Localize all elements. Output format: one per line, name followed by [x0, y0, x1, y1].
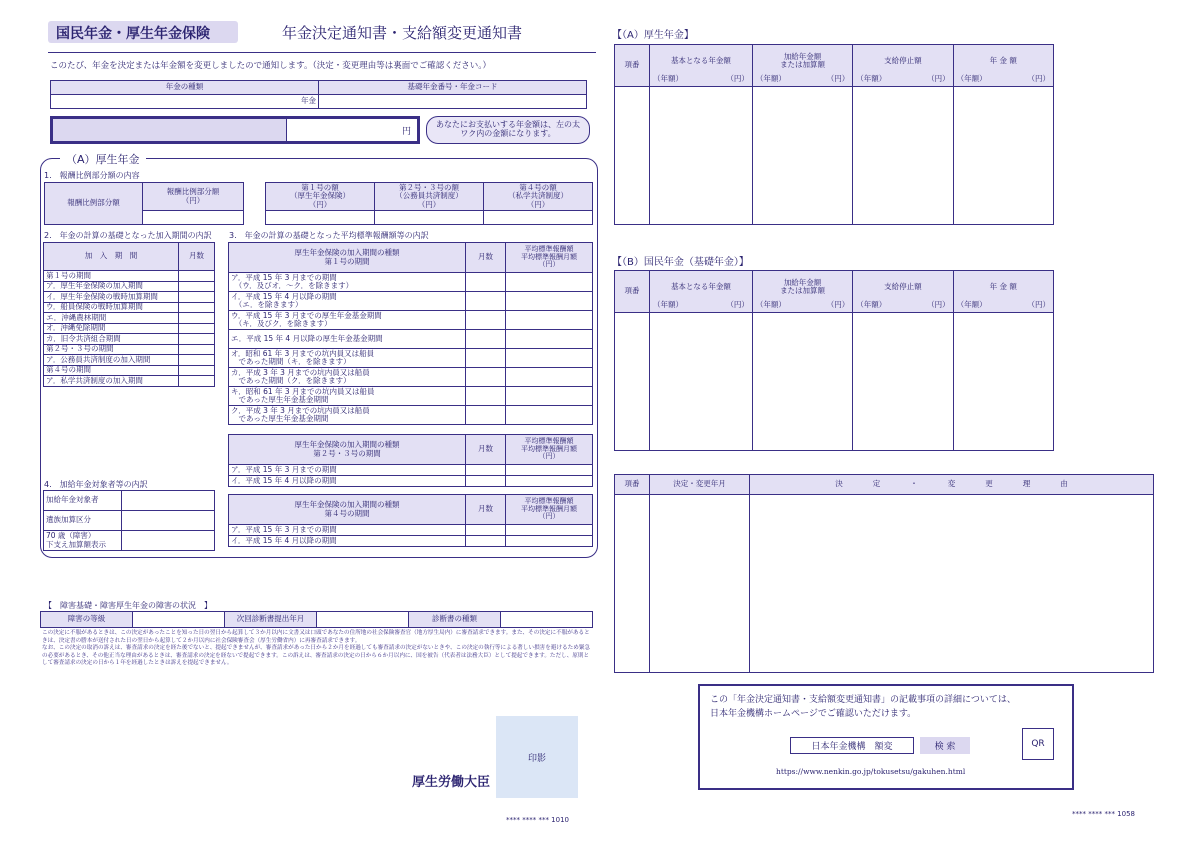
s4-label: 4. 加給年金対象者等の内訳	[44, 480, 148, 489]
amount-callout	[426, 116, 590, 144]
s3-row: ウ．平成 15 年 3 月までの厚生年金基金期間 （キ．及びク．を除きます）	[229, 311, 466, 330]
s1-table-left	[44, 182, 244, 225]
s3-months-head: 月数	[466, 243, 506, 273]
s3-avg-head: 平均標準報酬額 平均標準報酬月額 （円）	[506, 495, 593, 525]
s3-months-head: 月数	[466, 495, 506, 525]
s3-months	[466, 330, 506, 349]
s1-row-label: 報酬比例部分額	[45, 183, 143, 225]
s3-row: ク．平成 3 年 3 月までの坑内員又は船員 であった厚生年金基金期間	[229, 406, 466, 425]
s3-avg	[506, 330, 593, 349]
annual-amount-value	[287, 119, 417, 141]
s3-months	[466, 525, 506, 536]
a-pension-cell	[953, 87, 1053, 225]
s3-row: エ．平成 15 年 4 月以降の厚生年金基金期間	[229, 330, 466, 349]
s2-table	[43, 242, 215, 387]
s3-months	[466, 536, 506, 547]
s3-row: ア．平成 15 年 3 月までの期間	[229, 465, 466, 476]
s2-row: ア．厚生年金保険の加入期間	[44, 281, 179, 292]
s3-months	[466, 368, 506, 387]
b-pension-cell	[953, 313, 1053, 451]
s2-months	[179, 271, 215, 282]
s2-row: 第２号・３号の期間	[44, 344, 179, 355]
s3-avg	[506, 273, 593, 292]
s2-months	[179, 344, 215, 355]
seal-label: 印影	[528, 754, 547, 764]
s1-val-3	[484, 211, 593, 225]
disability-title: 【 障害基礎・障害厚生年金の障害の状況 】	[44, 601, 212, 610]
annual-amount-shaded	[53, 119, 287, 141]
col-pension: 年 金 額 （年額） （円）	[953, 271, 1053, 313]
s3-head-1: 厚生年金保険の加入期間の種類 第１号の期間	[229, 243, 466, 273]
notice-text: このたび、年金を決定または年金額を変更しましたので通知します。（決定・変更理由等は裏面でご確認ください。）	[50, 61, 491, 71]
s2-row: ウ．船員保険の戦時加算期間	[44, 302, 179, 313]
s2-head-period: 加 入 期 間	[44, 243, 179, 271]
legal-text: この決定に不服があるときは、この決定があったことを知った日の翌日から起算して３か月以内に文書又は口頭であなたの住所地の社会保険審査官（地方厚生局内）に審査請求できます。また、その決定に不服があるときは、決定書の謄本が送付された日の翌日から起算して２か月以内に社会保険審査会（厚生労働省内）に再審査請求できます。 なお、この決定の取消の訴えは、審査請求の決定を経た後でないと、提起できませんが、審査請求があった日から２か月を経過しても審査請求の決定がないときや、この決定の執行等による著しい損害を避けるため緊急の必要があるとき、その他正当な理由があるときは、審査請求の決定を経ないで提起できます。この訴えは、審査請求の決定の日から６か月以内に、国を被告（代表者は法務大臣）として提起できます。ただし、原則として審査請求の決定の日から１年を経過したときは訴えを提起できません。	[42, 630, 591, 667]
s1-val-2	[375, 211, 484, 225]
b-item-no-cell	[615, 313, 650, 451]
s1-label: 1. 報酬比例部分額の内容	[44, 171, 140, 180]
s1-table-right	[265, 182, 593, 225]
s3-months	[466, 476, 506, 487]
s3-avg	[506, 536, 593, 547]
s3-avg	[506, 525, 593, 536]
pension-type-table	[50, 80, 587, 109]
history-date-head: 決定・変更年月	[650, 475, 750, 495]
b-suspended-cell	[853, 313, 953, 451]
s4-value	[122, 511, 215, 531]
change-history-table	[614, 474, 1154, 673]
s3-months	[466, 311, 506, 330]
s3-months	[466, 387, 506, 406]
s3-avg	[506, 406, 593, 425]
minister-name: 厚生労働大臣	[412, 775, 491, 790]
item-no-head: 項番	[615, 45, 650, 87]
page-number-right: **** **** *** 1058	[1072, 810, 1135, 818]
history-item-no-cell	[615, 495, 650, 673]
s1-col-2: 第２号・３号の額 （公務員共済制度） （円）	[375, 183, 484, 211]
qr-label: QR	[1031, 739, 1045, 749]
s2-months	[179, 281, 215, 292]
s2-row: ア．公務員共済制度の加入期間	[44, 355, 179, 366]
s2-row: 第１号の期間	[44, 271, 179, 282]
a-basic-cell	[650, 87, 753, 225]
s1-value	[143, 211, 244, 225]
disability-type-label: 診断書の種類	[409, 612, 501, 628]
section-a-title: （A）厚生年金	[60, 151, 146, 167]
col-suspended: 支給停止額 （年額） （円）	[853, 271, 953, 313]
s3-row: ア．平成 15 年 3 月までの期間 （ウ．及びオ．～ク．を除きます）	[229, 273, 466, 292]
s2-row: カ．旧令共済組合期間	[44, 334, 179, 345]
s2-row: ア．私学共済制度の加入期間	[44, 376, 179, 387]
s3-head-3: 厚生年金保険の加入期間の種類 第４号の期間	[229, 495, 466, 525]
search-term-box[interactable]	[790, 737, 914, 754]
s3-avg	[506, 349, 593, 368]
col-suspended: 支給停止額 （年額） （円）	[853, 45, 953, 87]
s3-months	[466, 349, 506, 368]
s3-table-3	[228, 494, 593, 547]
b-basic-cell	[650, 313, 753, 451]
s3-table-2	[228, 434, 593, 487]
s2-months	[179, 365, 215, 376]
search-button[interactable]	[920, 737, 970, 754]
s3-row: イ．平成 15 年 4 月以降の期間	[229, 476, 466, 487]
s3-head-2: 厚生年金保険の加入期間の種類 第２号・３号の期間	[229, 435, 466, 465]
pension-number-value	[319, 95, 587, 109]
s1-val-1	[266, 211, 375, 225]
s4-row: 70 歳（障害） 下支え加算額表示	[44, 531, 122, 551]
s3-row: オ．昭和 61 年 3 月までの坑内員又は船員 であった期間（キ．を除きます）	[229, 349, 466, 368]
col-basic: 基本となる年金額 （年額） （円）	[650, 271, 753, 313]
search-button-label: 検 索	[934, 742, 956, 752]
right-a-title: 【（A）厚生年金】	[612, 30, 694, 41]
s1-col-1: 第１号の額 （厚生年金保険） （円）	[266, 183, 375, 211]
search-term: 日本年金機構 額変	[811, 742, 893, 752]
s3-avg	[506, 368, 593, 387]
a-item-no-cell	[615, 87, 650, 225]
header-rule	[48, 52, 596, 53]
s3-row: キ．昭和 61 年 3 月までの坑内員又は船員 であった厚生年金基金期間	[229, 387, 466, 406]
info-text: この「年金決定通知書・支給額変更通知書」の記載事項の詳細については、 日本年金機構ホームページでご確認いただけます。	[710, 695, 1016, 719]
a-additional-cell	[752, 87, 852, 225]
s3-avg	[506, 292, 593, 311]
s1-col-3: 第４号の額 （私学共済制度） （円）	[484, 183, 593, 211]
info-url[interactable]: https://www.nenkin.go.jp/tokusetsu/gakuhen.html	[776, 767, 966, 776]
history-item-no-head: 項番	[615, 475, 650, 495]
s3-avg	[506, 387, 593, 406]
page-number-left: **** **** *** 1010	[506, 816, 569, 824]
disability-table	[40, 611, 593, 628]
s2-months	[179, 292, 215, 303]
a-suspended-cell	[853, 87, 953, 225]
s3-months-head: 月数	[466, 435, 506, 465]
disability-grade-label: 障害の等級	[41, 612, 133, 628]
qr-code-icon[interactable]	[1022, 728, 1054, 760]
s2-months	[179, 323, 215, 334]
pension-type-label: 年金の種類	[51, 81, 319, 95]
s2-months	[179, 376, 215, 387]
disability-next-value	[317, 612, 409, 628]
s3-avg-head: 平均標準報酬額 平均標準報酬月額 （円）	[506, 243, 593, 273]
s1-col-head: 報酬比例部分額 （円）	[143, 183, 244, 211]
s3-months	[466, 406, 506, 425]
s2-row: オ．沖縄免除期間	[44, 323, 179, 334]
right-b-title: 【（B）国民年金（基礎年金）】	[612, 257, 749, 268]
s2-months	[179, 302, 215, 313]
s2-months	[179, 355, 215, 366]
s3-row: カ．平成 3 年 3 月までの坑内員又は船員 であった期間（ク．を除きます）	[229, 368, 466, 387]
pension-number-label: 基礎年金番号・年金コード	[319, 81, 587, 95]
s2-months	[179, 313, 215, 324]
s3-avg	[506, 476, 593, 487]
history-reason-head: 決 定 ・ 変 更 理 由	[750, 475, 1154, 495]
s3-row: ア．平成 15 年 3 月までの期間	[229, 525, 466, 536]
s4-row: 遺族加算区分	[44, 511, 122, 531]
s4-value	[122, 531, 215, 551]
history-reason-cell	[750, 495, 1154, 673]
s4-table	[43, 490, 215, 551]
s3-row: イ．平成 15 年 4 月以降の期間 （エ．を除きます）	[229, 292, 466, 311]
s2-months	[179, 334, 215, 345]
pension-kind-label: 年金	[51, 95, 319, 109]
s2-head-months: 月数	[179, 243, 215, 271]
s4-value	[122, 491, 215, 511]
disability-type-value	[501, 612, 593, 628]
s3-months	[466, 273, 506, 292]
disability-grade-value	[133, 612, 225, 628]
s2-row: 第４号の期間	[44, 365, 179, 376]
right-a-table	[614, 44, 1054, 225]
s3-months	[466, 465, 506, 476]
annual-amount-yen: 円	[401, 127, 411, 137]
s3-avg-head: 平均標準報酬額 平均標準報酬月額 （円）	[506, 435, 593, 465]
s3-table-1	[228, 242, 593, 425]
annual-amount-box	[50, 116, 420, 144]
s2-label: 2. 年金の計算の基礎となった加入期間の内訳	[44, 231, 212, 240]
right-b-table	[614, 270, 1054, 451]
s4-row: 加給年金対象者	[44, 491, 122, 511]
s3-row: イ．平成 15 年 4 月以降の期間	[229, 536, 466, 547]
item-no-head: 項番	[615, 271, 650, 313]
history-date-cell	[650, 495, 750, 673]
disability-next-label: 次回診断書提出年月	[225, 612, 317, 628]
b-additional-cell	[752, 313, 852, 451]
amount-callout-text: あなたにお支払いする年金額は、左の太ワク内の金額になります。	[436, 120, 580, 139]
s2-row: エ．沖縄農林期間	[44, 313, 179, 324]
col-pension: 年 金 額 （年額） （円）	[953, 45, 1053, 87]
document-badge-text: 国民年金・厚生年金保険	[56, 26, 210, 42]
document-title: 年金決定通知書・支給額変更通知書	[282, 24, 523, 42]
s3-avg	[506, 311, 593, 330]
s3-months	[466, 292, 506, 311]
s2-row: イ．厚生年金保険の戦時加算期間	[44, 292, 179, 303]
col-basic: 基本となる年金額 （年額） （円）	[650, 45, 753, 87]
col-additional: 加給年金額 または加算額 （年額） （円）	[752, 271, 852, 313]
s3-avg	[506, 465, 593, 476]
col-additional: 加給年金額 または加算額 （年額） （円）	[752, 45, 852, 87]
s3-label: 3. 年金の計算の基礎となった平均標準報酬額等の内訳	[229, 231, 429, 240]
